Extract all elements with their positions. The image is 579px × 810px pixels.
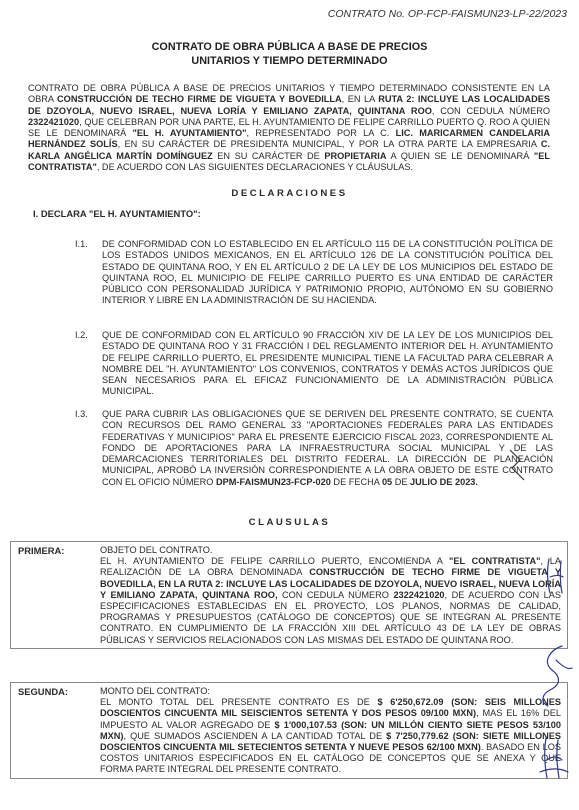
item-number: I.3. bbox=[75, 409, 88, 419]
clause-heading: MONTO DEL CONTRATO: bbox=[100, 686, 210, 696]
intro-paragraph: CONTRATO DE OBRA PÚBLICA A BASE DE PRECIOS UNITARIOS Y TIEMPO DETERMINADO CONSISTENTE EN LA OBRA CONSTRUCCIÓN DE TECHO FIRME DE VIGUETA Y BOVEDILLA, EN LA RUTA 2: INCLUYE LAS LOCALIDADES DE DZOYOLA, NUEVO ISRAEL, NUEVA LORÍA Y EMILIANO ZAPATA, QUINTANA ROO, CON CEDULA NÚMERO 2322421020, QUE CELEBRAN POR UNA PARTE, EL H. AYUNTAMIENTO DE FELIPE CARRILLO PUERTO Q. ROO A QUIEN SE LE DENOMINARÁ "EL H. AYUNTAMIENTO", REPRESENTADO POR LA C. LIC. MARICARMEN CANDELARIA HERNÁNDEZ SOLÍS, EN SU CARÁCTER DE PRESIDENTA MUNICIPAL, Y POR LA OTRA PARTE LA EMPRESARIA C. KARLA ANGÉLICA MARTÍN DOMÍNGUEZ EN SU CARÁCTER DE PROPIETARIA A QUIEN SE LE DENOMINARÁ "EL CONTRATISTA", DE ACUERDO CON LAS SIGUIENTES DECLARACIONES Y CLÁUSULAS. bbox=[28, 83, 550, 173]
handwritten-mark bbox=[506, 446, 530, 486]
item-text: QUE DE CONFORMIDAD CON EL ARTÍCULO 90 FRACCIÓN XIV DE LA LEY DE LOS MUNICIPIOS DEL ESTADO DE QUINTANA ROO Y 31 FRACCIÓN I DEL REGLAMENTO INTERIOR DEL H. AYUNTAMIENTO DE FELIPE CARRILLO PUERTO, EL PRESIDENTE MUNICIPAL TIENE LA FACULTAD PARA CELEBRAR A NOMBRE DEL "H. AYUNTAMIENTO" LOS CONVENIOS, CONTRATOS Y DEMÁS ACTOS JURÍDICOS QUE SEAN NECESARIOS PARA EL EFICAZ FUNCIONAMIENTO DE LA ADMINISTRACIÓN PÚBLICA MUNICIPAL. bbox=[102, 330, 553, 397]
clause-heading: OBJETO DEL CONTRATO. bbox=[100, 545, 213, 555]
item-text: QUE PARA CUBRIR LAS OBLIGACIONES QUE SE DERIVEN DEL PRESENTE CONTRATO, SE CUENTA CON RECURSOS DEL RAMO GENERAL 33 "APORTACIONES FEDERALES PARA LAS ENTIDADES FEDERATIVAS Y MUNICIPIOS" PARA EL PRESENTE EJERCICIO FISCAL 2023, CORRESPONDIENTE AL FONDO DE APORTACIONES PARA LA INFRAESTRUCTURA SOCIAL MUNICIPAL Y DE LAS DEMARCACIONES TERRITORIALES DEL DISTRITO FEDERAL. LA DIRECCIÓN DE PLANEACIÓN MUNICIPAL, APROBÓ LA INVERSIÓN CORRESPONDIENTE A LA OBRA OBJETO DE ESTE CONTRATO CON EL OFICIO NÚMERO DPM-FAISMUN23-FCP-020 DE FECHA 05 DE JULIO DE 2023. bbox=[102, 409, 553, 487]
signature-initial-1 bbox=[541, 555, 571, 597]
title-line-1: CONTRATO DE OBRA PÚBLICA A BASE DE PRECIOS bbox=[151, 41, 428, 53]
clause-label: PRIMERA: bbox=[18, 545, 65, 556]
clause-segunda bbox=[10, 682, 568, 779]
contract-number: CONTRATO No. OP-FCP-FAISMUN23-LP-22/2023 bbox=[327, 8, 567, 20]
item-number: I.2. bbox=[75, 330, 88, 340]
document-title bbox=[0, 40, 579, 68]
clause-body: MONTO DEL CONTRATO: EL MONTO TOTAL DEL PRESENTE CONTRATO ES DE $ 6'250,672.09 (SON: SEIS MILLONES DOSCIENTOS CINCUENTA MIL SEISCIENTOS SETENTA Y DOS PESOS 09/100 MXN), MAS EL 16% DEL IMPUESTO AL VALOR AGREGADO DE $ 1'000,107.53 (SON: UN MILLÓN CIENTO SIETE PESOS 53/100 MXN), QUE SUMADOS ASCIENDEN A LA CANTIDAD TOTAL DE $ 7'250,779.62 (SON: SIETE MILLONES DOSCIENTOS CINCUENTA MIL SETECIENTOS SETENTA Y NUEVE PESOS 62/100 MXN). BASADO EN LOS COSTOS UNITARIOS ESPECIFICADOS EN EL CATÁLOGO DE CONCEPTOS QUE SE ANEXA Y QUE FORMA PARTE INTEGRAL DEL PRESENTE CONTRATO. bbox=[100, 686, 562, 775]
title-line-2: UNITARIOS Y TIEMPO DETERMINADO bbox=[191, 55, 388, 67]
signature-initial-2 bbox=[532, 640, 576, 710]
declaration-item bbox=[75, 239, 553, 307]
declaraciones-heading: DECLARACIONES bbox=[231, 188, 348, 199]
declaration-item bbox=[75, 409, 553, 488]
clause-label: SEGUNDA: bbox=[18, 686, 69, 697]
item-number: I.1. bbox=[75, 239, 88, 249]
clausulas-heading: CLAUSULAS bbox=[248, 517, 331, 528]
declaration-item bbox=[75, 330, 553, 398]
item-text: DE CONFORMIDAD CON LO ESTABLECIDO EN EL ARTÍCULO 115 DE LA CONSTITUCIÓN POLÍTICA DE LOS ESTADOS UNIDOS MEXICANOS, EN EL ARTÍCULO 126 DE LA CONSTITUCIÓN POLÍTICA DEL ESTADO DE QUINTANA ROO, Y EN EL ARTÍCULO 2 DE LA LEY DE LOS MUNICIPIOS DEL ESTADO DE QUINTANA ROO, EL MUNICIPIO DE FELIPE CARRILLO PUERTO ES UNA ENTIDAD DE CARÁCTER PÚBLICO CON PERSONALIDAD JURÍDICA Y PATRIMONIO PROPIO, AUTÓNOMO EN SU GOBIERNO INTERIOR Y LIBRE EN LA ADMINISTRACIÓN DE SU HACIENDA. bbox=[102, 239, 553, 306]
clause-primera bbox=[10, 541, 568, 649]
clause-body: OBJETO DEL CONTRATO. EL H. AYUNTAMIENTO DE FELIPE CARRILLO PUERTO, ENCOMIENDA A "EL CONTRATISTA", LA REALIZACIÓN DE LA OBRA DENOMINADA CONSTRUCCIÓN DE TECHO FIRME DE VIGUETA Y BOVEDILLA, EN LA RUTA 2: INCLUYE LAS LOCALIDADES DE DZOYOLA, NUEVO ISRAEL, NUEVA LORÍA Y EMILIANO ZAPATA, QUINTANA ROO, CON CEDULA NÚMERO 2322421020, DE ACUERDO CON LAS ESPECIFICACIONES ESTABLECIDAS EN EL PROYECTO, LOS PLANOS, NORMAS DE CALIDAD, PROGRAMAS Y PRESUPUESTOS (CATÁLOGO DE CONCEPTOS) QUE SE INTEGRAN AL PRESENTE CONTRATO. EN CUMPLIMIENTO DE LA FRACCIÓN XIII DEL ARTÍCULO 43 DE LA LEY DE OBRAS PÚBLICAS Y SERVICIOS RELACIONADOS CON LAS MISMAS DEL ESTADO DE QUINTANA ROO. bbox=[100, 545, 561, 645]
declara-subheading: I. DECLARA "EL H. AYUNTAMIENTO": bbox=[33, 208, 201, 219]
signature-initial-3 bbox=[536, 732, 570, 782]
